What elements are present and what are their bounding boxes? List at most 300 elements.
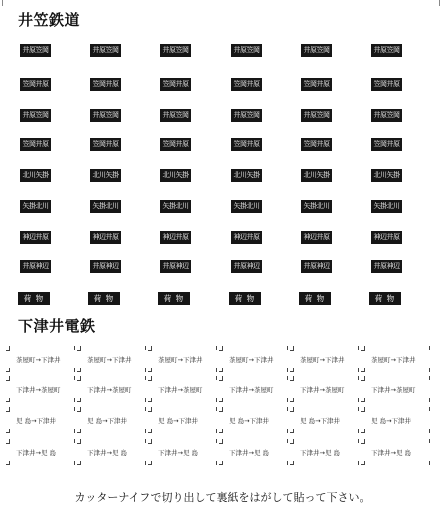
crop-mark [290, 350, 294, 351]
destination-plate [229, 138, 262, 151]
crop-mark [148, 411, 152, 412]
route-ticket [290, 384, 360, 397]
plate-row [18, 169, 428, 183]
crop-mark [358, 346, 359, 350]
plate-origin-text: 神辺 [233, 233, 247, 241]
plate-destination-text: 笠岡 [105, 46, 119, 54]
crop-mark [74, 429, 75, 433]
route-ticket [219, 384, 289, 397]
plate-destination-text: 笠岡 [175, 111, 189, 119]
plate-destination-text: 矢掛 [386, 171, 400, 179]
crop-mark [287, 346, 288, 350]
crop-mark [148, 443, 152, 444]
plate-origin-text: 井原 [22, 46, 36, 54]
route-ticket [219, 415, 289, 428]
destination-plate [369, 78, 402, 91]
plate-destination-text: 北川 [35, 202, 49, 210]
crop-mark [429, 376, 430, 380]
destination-plate [369, 44, 402, 57]
plate-origin-text: 北川 [233, 171, 247, 179]
plate-destination-text: 矢掛 [35, 171, 49, 179]
plate-origin-text: 矢掛 [373, 202, 387, 210]
crop-mark [77, 432, 81, 433]
route-ticket-text: 下津井→児 島 [158, 449, 199, 457]
destination-plate [18, 169, 51, 182]
route-ticket-text: 下津井→児 島 [87, 449, 128, 457]
plate-origin-text: 神辺 [22, 233, 36, 241]
crop-mark [219, 443, 223, 444]
plate-origin-text: 井原 [233, 46, 247, 54]
route-ticket-text: 茶屋町→下津井 [371, 356, 416, 364]
destination-plate [18, 231, 51, 244]
plate-destination-text: 北川 [175, 202, 189, 210]
crop-mark [148, 350, 152, 351]
crop-mark [6, 371, 10, 372]
plate-destination-text: 井原 [316, 233, 330, 241]
plate-destination-text: 北川 [105, 202, 119, 210]
crop-mark [77, 464, 81, 465]
plate-origin-text: 矢掛 [303, 202, 317, 210]
crop-mark [74, 439, 75, 443]
destination-plate [299, 260, 332, 273]
plate-origin-text: 矢掛 [92, 202, 106, 210]
plate-origin-text: 井原 [373, 46, 387, 54]
route-ticket [6, 415, 76, 428]
destination-plate [299, 169, 332, 182]
route-ticket-text: 児 島→下津井 [16, 417, 57, 425]
plate-origin-text: 井原 [373, 262, 387, 270]
crop-mark [148, 401, 152, 402]
crop-mark [74, 346, 75, 350]
destination-plate [299, 231, 332, 244]
plate-destination-text: 笠岡 [386, 111, 400, 119]
crop-mark [290, 443, 294, 444]
route-ticket [290, 415, 360, 428]
destination-plate [299, 200, 332, 213]
destination-plate [88, 231, 121, 244]
cargo-plate-row [18, 292, 428, 306]
crop-mark [216, 376, 217, 380]
cutting-instructions: カッターナイフで切り出して裏紙をはがして貼って下さい。 [74, 491, 371, 504]
crop-mark [77, 401, 81, 402]
shimotsui-ticket-area [6, 344, 436, 466]
plate-destination-text: 井原 [105, 140, 119, 148]
route-ticket-text: 下津井→茶屋町 [300, 386, 345, 394]
crop-mark [358, 429, 359, 433]
plate-destination-text: 井原 [246, 140, 260, 148]
crop-mark [358, 407, 359, 411]
plate-origin-text: 北川 [22, 171, 36, 179]
plate-origin-text: 井原 [162, 262, 176, 270]
plate-destination-text: 笠岡 [246, 46, 260, 54]
crop-mark [361, 411, 365, 412]
crop-mark [74, 398, 75, 402]
crop-mark [74, 461, 75, 465]
crop-mark [148, 464, 152, 465]
crop-mark [77, 380, 81, 381]
plate-origin-text: 笠岡 [162, 80, 176, 88]
route-ticket [219, 447, 289, 460]
destination-plate [158, 78, 191, 91]
plate-origin-text: 笠岡 [233, 80, 247, 88]
plate-destination-text: 矢掛 [316, 171, 330, 179]
route-ticket-text: 下津井→茶屋町 [87, 386, 132, 394]
crop-mark [145, 461, 146, 465]
plate-origin-text: 神辺 [373, 233, 387, 241]
destination-plate [229, 44, 262, 57]
crop-mark [219, 432, 223, 433]
route-ticket [6, 447, 76, 460]
route-ticket-text: 児 島→下津井 [87, 417, 128, 425]
plate-origin-text: 笠岡 [92, 140, 106, 148]
cargo-plate: 荷 物 [88, 292, 120, 305]
destination-plate [229, 78, 262, 91]
plate-origin-text: 井原 [92, 111, 106, 119]
crop-mark [145, 398, 146, 402]
destination-plate [18, 44, 51, 57]
plate-destination-text: 神辺 [35, 262, 49, 270]
crop-mark [6, 432, 10, 433]
plate-origin-text: 井原 [92, 46, 106, 54]
plate-origin-text: 矢掛 [233, 202, 247, 210]
crop-mark [290, 411, 294, 412]
route-ticket [290, 354, 360, 367]
destination-plate [158, 109, 191, 122]
crop-mark [148, 371, 152, 372]
destination-plate [158, 44, 191, 57]
crop-mark [216, 346, 217, 350]
destination-plate [369, 200, 402, 213]
plate-origin-text: 北川 [92, 171, 106, 179]
destination-plate [299, 138, 332, 151]
crop-mark [429, 429, 430, 433]
route-ticket [6, 384, 76, 397]
plate-origin-text: 笠岡 [162, 140, 176, 148]
destination-plate [88, 200, 121, 213]
plate-origin-text: 井原 [22, 262, 36, 270]
plate-row [18, 109, 428, 123]
route-ticket-text: 茶屋町→下津井 [158, 356, 203, 364]
route-ticket [361, 415, 431, 428]
shimotsui-railway-heading: 下津井電鉄 [18, 317, 96, 335]
destination-plate [18, 260, 51, 273]
plate-origin-text: 井原 [92, 262, 106, 270]
plate-origin-text: 北川 [373, 171, 387, 179]
crop-mark [6, 464, 10, 465]
crop-mark [216, 398, 217, 402]
plate-destination-text: 井原 [105, 80, 119, 88]
destination-plate [299, 78, 332, 91]
crop-mark [287, 439, 288, 443]
cargo-plate: 荷 物 [299, 292, 331, 305]
plate-origin-text: 笠岡 [92, 80, 106, 88]
plate-origin-text: 井原 [303, 262, 317, 270]
plate-origin-text: 井原 [162, 46, 176, 54]
route-ticket [148, 384, 218, 397]
route-ticket [77, 354, 147, 367]
crop-mark [429, 439, 430, 443]
crop-mark [145, 368, 146, 372]
crop-mark [219, 411, 223, 412]
plate-destination-text: 笠岡 [35, 111, 49, 119]
crop-mark [358, 376, 359, 380]
destination-plate [229, 169, 262, 182]
route-ticket-text: 児 島→下津井 [300, 417, 341, 425]
crop-mark [290, 401, 294, 402]
destination-plate [299, 44, 332, 57]
destination-plate [18, 200, 51, 213]
crop-mark [216, 368, 217, 372]
plate-origin-text: 井原 [233, 111, 247, 119]
destination-plate [88, 169, 121, 182]
crop-mark [287, 407, 288, 411]
crop-mark [361, 464, 365, 465]
destination-plate [369, 260, 402, 273]
plate-origin-text: 笠岡 [303, 80, 317, 88]
route-ticket-text: 茶屋町→下津井 [16, 356, 61, 364]
plate-origin-text: 神辺 [303, 233, 317, 241]
destination-plate [229, 109, 262, 122]
crop-mark [74, 407, 75, 411]
plate-destination-text: 井原 [35, 140, 49, 148]
plate-row [18, 44, 428, 58]
plate-destination-text: 笠岡 [35, 46, 49, 54]
crop-mark [429, 398, 430, 402]
plate-destination-text: 神辺 [386, 262, 400, 270]
plate-destination-text: 北川 [386, 202, 400, 210]
route-ticket [148, 354, 218, 367]
plate-origin-text: 井原 [162, 111, 176, 119]
route-ticket-text: 下津井→茶屋町 [158, 386, 203, 394]
destination-plate [88, 138, 121, 151]
crop-mark [287, 461, 288, 465]
plate-origin-text: 井原 [373, 111, 387, 119]
plate-destination-text: 井原 [386, 80, 400, 88]
plate-origin-text: 矢掛 [162, 202, 176, 210]
route-ticket [148, 447, 218, 460]
destination-plate [369, 109, 402, 122]
destination-plate [18, 78, 51, 91]
plate-origin-text: 井原 [233, 262, 247, 270]
destination-plate [158, 231, 191, 244]
route-ticket-text: 児 島→下津井 [158, 417, 199, 425]
plate-destination-text: 笠岡 [175, 46, 189, 54]
crop-mark [287, 398, 288, 402]
route-ticket-text: 下津井→茶屋町 [229, 386, 274, 394]
plate-row [18, 138, 428, 152]
crop-mark [77, 371, 81, 372]
plate-origin-text: 北川 [303, 171, 317, 179]
cargo-plate: 荷 物 [369, 292, 401, 305]
route-ticket [361, 354, 431, 367]
crop-mark [358, 461, 359, 465]
plate-destination-text: 北川 [316, 202, 330, 210]
route-ticket [77, 447, 147, 460]
route-ticket-text: 下津井→茶屋町 [16, 386, 61, 394]
plate-destination-text: 井原 [316, 80, 330, 88]
crop-mark [358, 398, 359, 402]
crop-mark [216, 461, 217, 465]
plate-destination-text: 井原 [175, 140, 189, 148]
crop-mark [361, 380, 365, 381]
route-ticket-text: 茶屋町→下津井 [87, 356, 132, 364]
route-ticket-text: 児 島→下津井 [371, 417, 412, 425]
plate-destination-text: 井原 [246, 233, 260, 241]
plate-destination-text: 井原 [105, 233, 119, 241]
crop-mark [145, 407, 146, 411]
crop-mark [361, 432, 365, 433]
crop-mark [361, 350, 365, 351]
plate-origin-text: 井原 [303, 46, 317, 54]
crop-mark [74, 368, 75, 372]
crop-mark [290, 380, 294, 381]
crop-mark [6, 380, 10, 381]
plate-origin-text: 井原 [303, 111, 317, 119]
plate-origin-text: 神辺 [92, 233, 106, 241]
destination-plate [18, 138, 51, 151]
crop-mark [287, 368, 288, 372]
crop-mark [219, 464, 223, 465]
crop-mark [358, 368, 359, 372]
plate-destination-text: 北川 [246, 202, 260, 210]
crop-mark [216, 439, 217, 443]
plate-origin-text: 笠岡 [22, 80, 36, 88]
crop-mark [77, 411, 81, 412]
crop-mark [216, 407, 217, 411]
route-ticket-text: 下津井→児 島 [16, 449, 57, 457]
plate-row [18, 260, 428, 274]
crop-mark [6, 350, 10, 351]
plate-destination-text: 矢掛 [175, 171, 189, 179]
plate-destination-text: 井原 [35, 233, 49, 241]
corner-mark-top-right [439, 0, 440, 6]
crop-mark [287, 376, 288, 380]
plate-destination-text: 矢掛 [105, 171, 119, 179]
route-ticket [219, 354, 289, 367]
destination-plate [88, 44, 121, 57]
cargo-plate: 荷 物 [229, 292, 261, 305]
crop-mark [148, 432, 152, 433]
route-ticket-text: 下津井→児 島 [229, 449, 270, 457]
destination-plate [229, 231, 262, 244]
crop-mark [290, 371, 294, 372]
plate-destination-text: 井原 [316, 140, 330, 148]
plate-origin-text: 北川 [162, 171, 176, 179]
plate-destination-text: 井原 [386, 233, 400, 241]
route-ticket-text: 下津井→児 島 [371, 449, 412, 457]
crop-mark [429, 368, 430, 372]
destination-plate [369, 138, 402, 151]
route-ticket [77, 384, 147, 397]
crop-mark [358, 439, 359, 443]
crop-mark [145, 376, 146, 380]
route-ticket [361, 384, 431, 397]
crop-mark [429, 407, 430, 411]
crop-mark [287, 429, 288, 433]
plate-destination-text: 神辺 [175, 262, 189, 270]
route-ticket [148, 415, 218, 428]
crop-mark [429, 346, 430, 350]
corner-mark-top-left [2, 0, 3, 6]
crop-mark [290, 432, 294, 433]
destination-plate [369, 169, 402, 182]
plate-origin-text: 矢掛 [22, 202, 36, 210]
destination-plate [369, 231, 402, 244]
route-ticket [77, 415, 147, 428]
plate-destination-text: 矢掛 [246, 171, 260, 179]
plate-destination-text: 井原 [246, 80, 260, 88]
crop-mark [74, 376, 75, 380]
crop-mark [429, 461, 430, 465]
crop-mark [145, 346, 146, 350]
cargo-plate: 荷 物 [158, 292, 190, 305]
crop-mark [361, 443, 365, 444]
plate-destination-text: 笠岡 [105, 111, 119, 119]
plate-destination-text: 井原 [35, 80, 49, 88]
plate-destination-text: 井原 [175, 233, 189, 241]
route-ticket-text: 児 島→下津井 [229, 417, 270, 425]
crop-mark [148, 380, 152, 381]
route-ticket [290, 447, 360, 460]
plate-destination-text: 井原 [386, 140, 400, 148]
crop-mark [290, 464, 294, 465]
cargo-plate: 荷 物 [18, 292, 50, 305]
route-ticket [361, 447, 431, 460]
plate-origin-text: 笠岡 [373, 140, 387, 148]
plate-row [18, 200, 428, 214]
destination-plate [88, 78, 121, 91]
crop-mark [6, 443, 10, 444]
destination-plate [229, 260, 262, 273]
crop-mark [145, 439, 146, 443]
plate-destination-text: 笠岡 [316, 111, 330, 119]
plate-destination-text: 神辺 [105, 262, 119, 270]
crop-mark [77, 350, 81, 351]
plate-origin-text: 井原 [22, 111, 36, 119]
crop-mark [219, 371, 223, 372]
plate-origin-text: 笠岡 [373, 80, 387, 88]
route-ticket-text: 茶屋町→下津井 [229, 356, 274, 364]
destination-plate [88, 109, 121, 122]
destination-plate [158, 169, 191, 182]
destination-plate [158, 260, 191, 273]
ikasa-railway-heading: 井笠鉄道 [18, 11, 81, 29]
crop-mark [361, 401, 365, 402]
destination-plate [299, 109, 332, 122]
destination-plate [229, 200, 262, 213]
plate-origin-text: 笠岡 [22, 140, 36, 148]
plate-row [18, 231, 428, 245]
route-ticket-text: 下津井→児 島 [300, 449, 341, 457]
destination-plate [18, 109, 51, 122]
crop-mark [219, 380, 223, 381]
plate-destination-text: 笠岡 [386, 46, 400, 54]
plate-destination-text: 井原 [175, 80, 189, 88]
crop-mark [361, 371, 365, 372]
destination-plate [158, 200, 191, 213]
crop-mark [219, 350, 223, 351]
plate-destination-text: 笠岡 [316, 46, 330, 54]
crop-mark [216, 429, 217, 433]
crop-mark [145, 429, 146, 433]
plate-row [18, 78, 428, 92]
plate-origin-text: 笠岡 [303, 140, 317, 148]
route-ticket [6, 354, 76, 367]
destination-plate [88, 260, 121, 273]
plate-destination-text: 神辺 [316, 262, 330, 270]
crop-mark [6, 411, 10, 412]
crop-mark [77, 443, 81, 444]
